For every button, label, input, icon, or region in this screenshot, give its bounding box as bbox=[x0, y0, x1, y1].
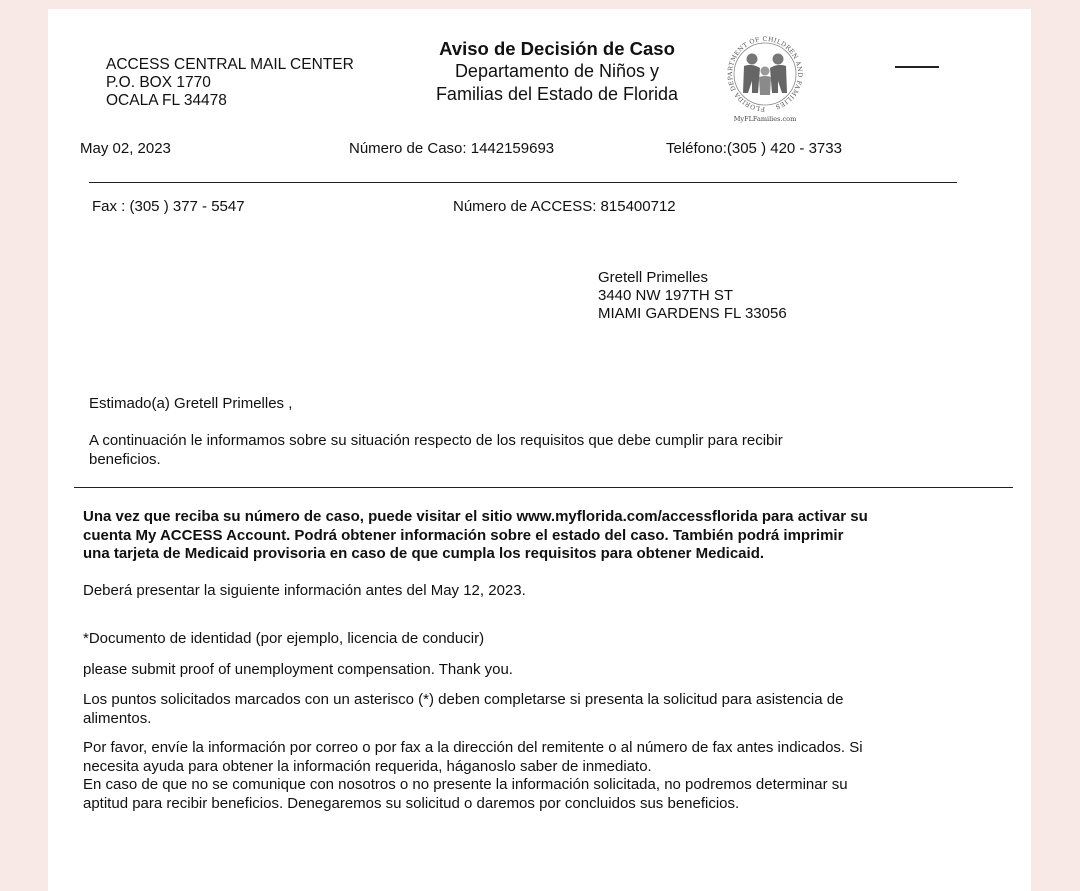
bold-line-1: Una vez que reciba su número de caso, puede visitar el sitio www.myflorida.com/accessflorida para activar su bbox=[83, 508, 868, 525]
seal-caption: MyFLFamilies.com bbox=[733, 115, 797, 123]
closing-line-3: En caso de que no se comunique con nosotros o no presente la información solicitada, no podremos determinar su bbox=[83, 776, 848, 793]
greeting: Estimado(a) Gretell Primelles , bbox=[89, 395, 293, 412]
phone-number: Teléfono:(305 ) 420 - 3733 bbox=[666, 140, 842, 157]
intro-divider bbox=[74, 487, 1013, 488]
bold-line-2: cuenta My ACCESS Account. Podrá obtener información sobre el estado del caso. También podrá imprimir bbox=[83, 526, 844, 544]
bold-line-3: una tarjeta de Medicaid provisoria en caso de que cumpla los requisitos para obtener Medicaid. bbox=[83, 545, 765, 562]
sender-line-1: ACCESS CENTRAL MAIL CENTER bbox=[106, 56, 354, 73]
intro-paragraph bbox=[89, 432, 783, 469]
document-title-block bbox=[412, 38, 702, 106]
header-divider bbox=[89, 182, 957, 183]
intro-line-2: beneficios. bbox=[89, 450, 161, 468]
dcf-seal-logo bbox=[722, 35, 808, 125]
asterisk-note bbox=[83, 691, 843, 728]
closing-paragraph bbox=[83, 739, 863, 813]
recipient-name: Gretell Primelles bbox=[598, 269, 709, 286]
intro-line-1: A continuación le informamos sobre su situación respecto de los requisitos que debe cumplir para recibir bbox=[89, 432, 783, 449]
case-number: Número de Caso: 1442159693 bbox=[349, 140, 555, 157]
document-title: Aviso de Decisión de Caso bbox=[439, 38, 675, 59]
sender-line-2: P.O. BOX 1770 bbox=[106, 74, 211, 91]
agency-name-line-1: Departamento de Niños y bbox=[454, 61, 660, 81]
fax-number: Fax : (305 ) 377 - 5547 bbox=[92, 198, 245, 215]
deadline-text: Deberá presentar la siguiente información antes del May 12, 2023. bbox=[83, 582, 526, 599]
svg-text:FLORIDA DEPARTMENT OF CHILDREN: FLORIDA DEPARTMENT OF CHILDREN AND FAMILIES bbox=[726, 35, 804, 113]
closing-line-4: aptitud para recibir beneficios. Denegaremos su solicitud o daremos por concluidos sus beneficios. bbox=[83, 794, 740, 812]
required-item-unemployment: please submit proof of unemployment compensation. Thank you. bbox=[83, 661, 513, 678]
notice-date: May 02, 2023 bbox=[80, 140, 171, 157]
family-seal-icon bbox=[722, 35, 808, 113]
closing-line-2: necesita ayuda para obtener la información requerida, háganoslo saber de inmediato. bbox=[83, 757, 652, 775]
account-info-paragraph bbox=[83, 508, 868, 564]
sender-address bbox=[106, 56, 354, 110]
agency-name-line-2: Familias del Estado de Florida bbox=[435, 84, 679, 104]
access-number: Número de ACCESS: 815400712 bbox=[453, 198, 676, 215]
closing-line-1: Por favor, envíe la información por correo o por fax a la dirección del remitente o al número de fax antes indicados. Si bbox=[83, 739, 863, 756]
asterisk-line-1: Los puntos solicitados marcados con un asterisco (*) deben completarse si presenta la solicitud para asistencia de bbox=[83, 691, 844, 708]
recipient-address bbox=[598, 269, 787, 323]
notice-page bbox=[48, 9, 1031, 891]
asterisk-line-2: alimentos. bbox=[83, 709, 152, 727]
recipient-city: MIAMI GARDENS FL 33056 bbox=[598, 305, 787, 322]
recipient-street: 3440 NW 197TH ST bbox=[598, 287, 734, 304]
sender-line-3: OCALA FL 34478 bbox=[106, 92, 227, 109]
required-item-identity: *Documento de identidad (por ejemplo, licencia de conducir) bbox=[83, 630, 485, 647]
corner-dash bbox=[895, 66, 939, 68]
